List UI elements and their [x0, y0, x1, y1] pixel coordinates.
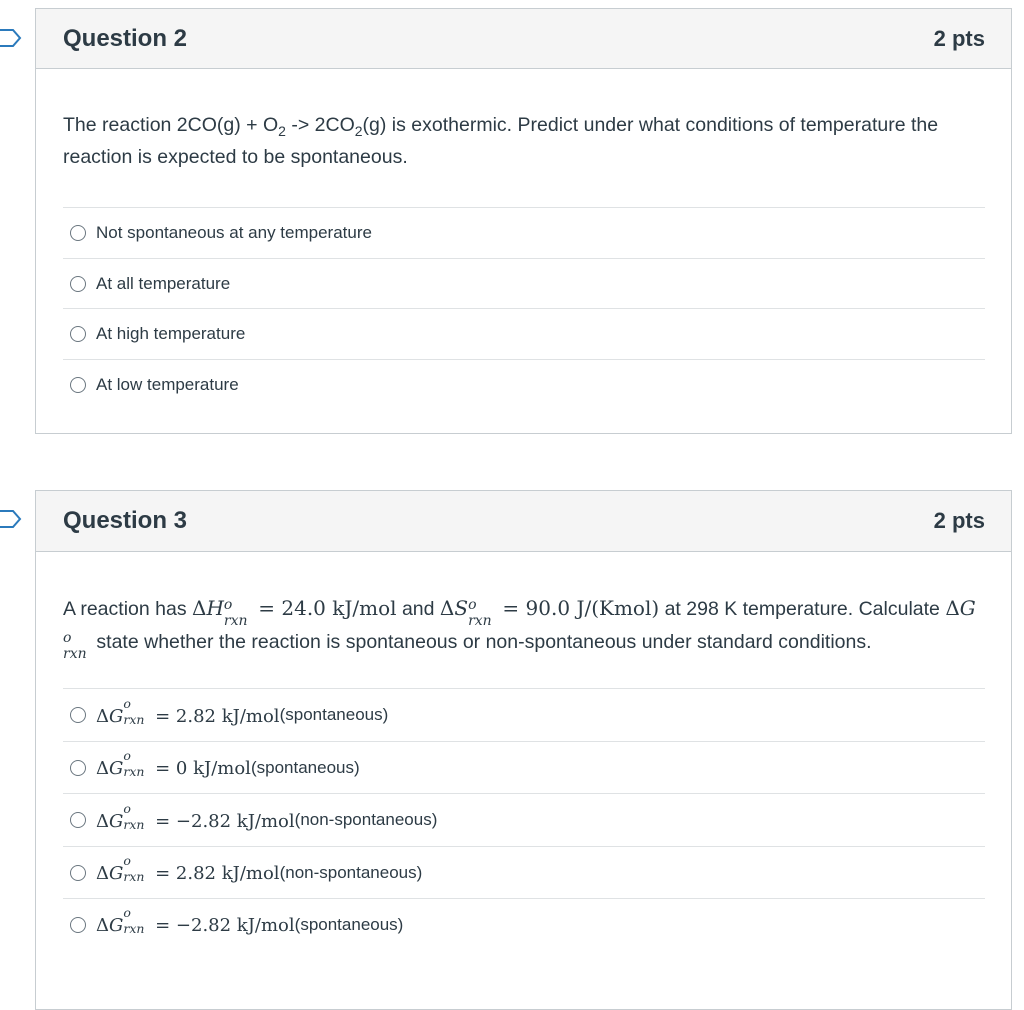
question-header [36, 9, 1011, 69]
answer-option[interactable] [63, 793, 985, 846]
question-title: Question 2 [63, 24, 188, 52]
question-text: The reaction $2CO(g) + O_2 -> 2CO_2(g)$ is exothermic. Predict under what conditions of temperature the reaction is expected to be spontaneous. [63, 114, 939, 168]
answer-option[interactable] [63, 846, 985, 898]
radio-button[interactable] [70, 917, 86, 933]
flag-question-icon[interactable] [0, 509, 22, 529]
answer-label: (spontaneous) [294, 914, 404, 934]
answer-math: ΔG o rxn = 2.82 kJ/mol [96, 695, 280, 727]
flag-question-icon[interactable] [0, 28, 22, 48]
answer-option[interactable] [63, 898, 985, 950]
answer-list [63, 207, 985, 409]
radio-button[interactable] [70, 326, 86, 342]
radio-button[interactable] [70, 276, 86, 292]
radio-button[interactable] [70, 865, 86, 881]
answer-label: At low temperature [96, 374, 239, 394]
answer-label: (non-spontaneous) [279, 862, 423, 882]
answer-option[interactable] [63, 308, 985, 359]
answer-label: (non-spontaneous) [294, 810, 438, 829]
answer-label: (spontaneous) [279, 705, 389, 724]
radio-button[interactable] [70, 377, 86, 393]
question-2 [35, 8, 1012, 434]
answer-option[interactable] [63, 359, 985, 409]
answer-math: ΔG o rxn = 0 kJ/mol [96, 748, 251, 779]
answer-label: (spontaneous) [250, 757, 360, 777]
answer-math: ΔG o rxn = 2.82 kJ/mol [96, 853, 280, 884]
answer-option[interactable] [63, 688, 985, 741]
radio-button[interactable] [70, 760, 86, 776]
answer-label: Not spontaneous at any temperature [96, 223, 372, 242]
question-title: Question 3 [63, 507, 188, 534]
answer-option[interactable] [63, 207, 985, 258]
question-header [36, 491, 1011, 552]
radio-button[interactable] [70, 812, 86, 828]
radio-button[interactable] [70, 707, 86, 723]
answer-math: ΔG o rxn = −2.82 kJ/mol [96, 800, 295, 832]
radio-button[interactable] [70, 225, 86, 241]
answer-math: ΔG o rxn = −2.82 kJ/mol [96, 905, 295, 936]
answer-option[interactable] [63, 741, 985, 793]
answer-option[interactable] [63, 258, 985, 308]
question-points: 2 pts [933, 25, 985, 51]
answer-list [63, 688, 985, 950]
question-points: 2 pts [933, 508, 985, 533]
answer-label: At all temperature [96, 273, 231, 293]
answer-label: At high temperature [96, 324, 246, 343]
question-3 [35, 490, 1012, 1010]
question-text: A reaction has ΔH o rxn = 24.0 kJ/mol and ΔS o rxn = 90.0 J/(Kmol) at 298 K temperature. Calculate ΔG o rxn state whether the reaction is spontaneous or non-spontaneous under standard conditions. [63, 596, 976, 662]
